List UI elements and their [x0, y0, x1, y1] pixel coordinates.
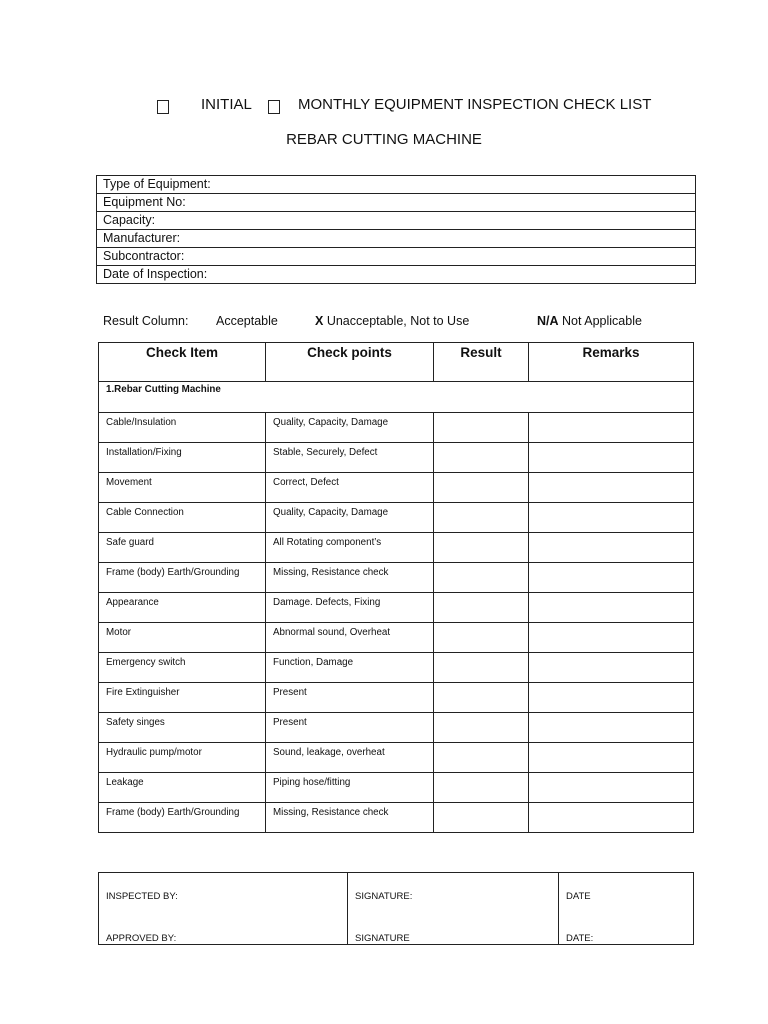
remarks-cell[interactable] — [529, 683, 694, 713]
check-item-cell: Emergency switch — [99, 653, 266, 683]
remarks-cell[interactable] — [529, 503, 694, 533]
check-points-cell: Piping hose/fitting — [266, 773, 434, 803]
page-subtitle: REBAR CUTTING MACHINE — [286, 131, 482, 148]
result-cell[interactable] — [434, 713, 529, 743]
equipment-info-table — [96, 175, 696, 284]
result-cell[interactable] — [434, 503, 529, 533]
section-row — [99, 382, 694, 413]
remarks-cell[interactable] — [529, 593, 694, 623]
remarks-cell[interactable] — [529, 623, 694, 653]
initial-label: INITIAL — [201, 96, 252, 113]
table-row — [99, 623, 694, 653]
legend-na-mark: N/A — [537, 314, 559, 328]
check-points-cell: Missing, Resistance check — [266, 803, 434, 833]
check-item-cell: Motor — [99, 623, 266, 653]
table-row — [99, 773, 694, 803]
table-row — [99, 503, 694, 533]
check-item-cell: Hydraulic pump/motor — [99, 743, 266, 773]
column-header-check-points: Check points — [266, 343, 434, 382]
result-cell[interactable] — [434, 593, 529, 623]
initial-checkbox[interactable] — [157, 100, 169, 114]
table-row — [99, 413, 694, 443]
table-row — [99, 563, 694, 593]
check-item-cell: Cable Connection — [99, 503, 266, 533]
info-field-capacity[interactable]: Capacity: — [97, 212, 696, 230]
legend-x-text: Unacceptable, Not to Use — [326, 314, 470, 328]
result-cell[interactable] — [434, 533, 529, 563]
signoff-date-cell[interactable] — [559, 873, 694, 945]
result-cell[interactable] — [434, 743, 529, 773]
check-item-cell: Safe guard — [99, 533, 266, 563]
date-label-1: DATE — [566, 891, 591, 902]
check-points-cell: Abnormal sound, Overheat — [266, 623, 434, 653]
check-item-cell: Frame (body) Earth/Grounding — [99, 803, 266, 833]
table-row — [99, 653, 694, 683]
remarks-cell[interactable] — [529, 653, 694, 683]
checklist-table — [98, 342, 694, 833]
table-row — [99, 683, 694, 713]
check-points-cell: Damage. Defects, Fixing — [266, 593, 434, 623]
result-cell[interactable] — [434, 803, 529, 833]
remarks-cell[interactable] — [529, 773, 694, 803]
result-cell[interactable] — [434, 653, 529, 683]
result-cell[interactable] — [434, 773, 529, 803]
legend-acceptable: Acceptable — [216, 314, 278, 328]
result-cell[interactable] — [434, 473, 529, 503]
info-field-subcontractor[interactable]: Subcontractor: — [97, 248, 696, 266]
inspected-by-label: INSPECTED BY: — [106, 891, 178, 902]
check-points-cell: Function, Damage — [266, 653, 434, 683]
signature-label-2: SIGNATURE — [355, 933, 410, 944]
check-points-cell: Quality, Capacity, Damage — [266, 503, 434, 533]
info-field-date[interactable]: Date of Inspection: — [97, 266, 696, 284]
page-title: MONTHLY EQUIPMENT INSPECTION CHECK LIST — [298, 96, 652, 113]
remarks-cell[interactable] — [529, 413, 694, 443]
legend-x-mark: X — [315, 314, 324, 328]
remarks-cell[interactable] — [529, 803, 694, 833]
result-cell[interactable] — [434, 683, 529, 713]
check-item-cell: Installation/Fixing — [99, 443, 266, 473]
check-item-cell: Movement — [99, 473, 266, 503]
check-item-cell: Safety singes — [99, 713, 266, 743]
monthly-checkbox[interactable] — [268, 100, 280, 114]
signoff-signature-cell[interactable] — [348, 873, 559, 945]
remarks-cell[interactable] — [529, 743, 694, 773]
check-points-cell: Correct, Defect — [266, 473, 434, 503]
check-item-cell: Frame (body) Earth/Grounding — [99, 563, 266, 593]
check-points-cell: Stable, Securely, Defect — [266, 443, 434, 473]
table-row — [99, 473, 694, 503]
table-header-row — [99, 343, 694, 382]
result-cell[interactable] — [434, 413, 529, 443]
info-field-manufacturer[interactable]: Manufacturer: — [97, 230, 696, 248]
check-points-cell: Missing, Resistance check — [266, 563, 434, 593]
column-header-remarks: Remarks — [529, 343, 694, 382]
date-label-2: DATE: — [566, 933, 594, 944]
info-field-equipment-no[interactable]: Equipment No: — [97, 194, 696, 212]
column-header-result: Result — [434, 343, 529, 382]
remarks-cell[interactable] — [529, 443, 694, 473]
result-cell[interactable] — [434, 623, 529, 653]
signoff-table — [98, 872, 694, 945]
check-item-cell: Leakage — [99, 773, 266, 803]
legend-na-text: Not Applicable — [562, 314, 642, 328]
signoff-names-cell[interactable] — [99, 873, 348, 945]
table-row — [99, 533, 694, 563]
remarks-cell[interactable] — [529, 533, 694, 563]
remarks-cell[interactable] — [529, 713, 694, 743]
check-item-cell: Cable/Insulation — [99, 413, 266, 443]
legend-label: Result Column: — [103, 314, 189, 328]
result-cell[interactable] — [434, 443, 529, 473]
check-points-cell: All Rotating component’s — [266, 533, 434, 563]
table-row — [99, 713, 694, 743]
table-row — [99, 443, 694, 473]
remarks-cell[interactable] — [529, 473, 694, 503]
check-points-cell: Sound, leakage, overheat — [266, 743, 434, 773]
table-row — [99, 743, 694, 773]
check-points-cell: Present — [266, 683, 434, 713]
info-field-type[interactable]: Type of Equipment: — [97, 176, 696, 194]
table-row — [99, 803, 694, 833]
check-points-cell: Quality, Capacity, Damage — [266, 413, 434, 443]
remarks-cell[interactable] — [529, 563, 694, 593]
approved-by-label: APPROVED BY: — [106, 933, 177, 944]
column-header-check-item: Check Item — [99, 343, 266, 382]
check-item-cell: Fire Extinguisher — [99, 683, 266, 713]
check-item-cell: Appearance — [99, 593, 266, 623]
signature-label-1: SIGNATURE: — [355, 891, 413, 902]
table-row — [99, 593, 694, 623]
section-title: 1.Rebar Cutting Machine — [99, 382, 694, 413]
check-points-cell: Present — [266, 713, 434, 743]
result-cell[interactable] — [434, 563, 529, 593]
